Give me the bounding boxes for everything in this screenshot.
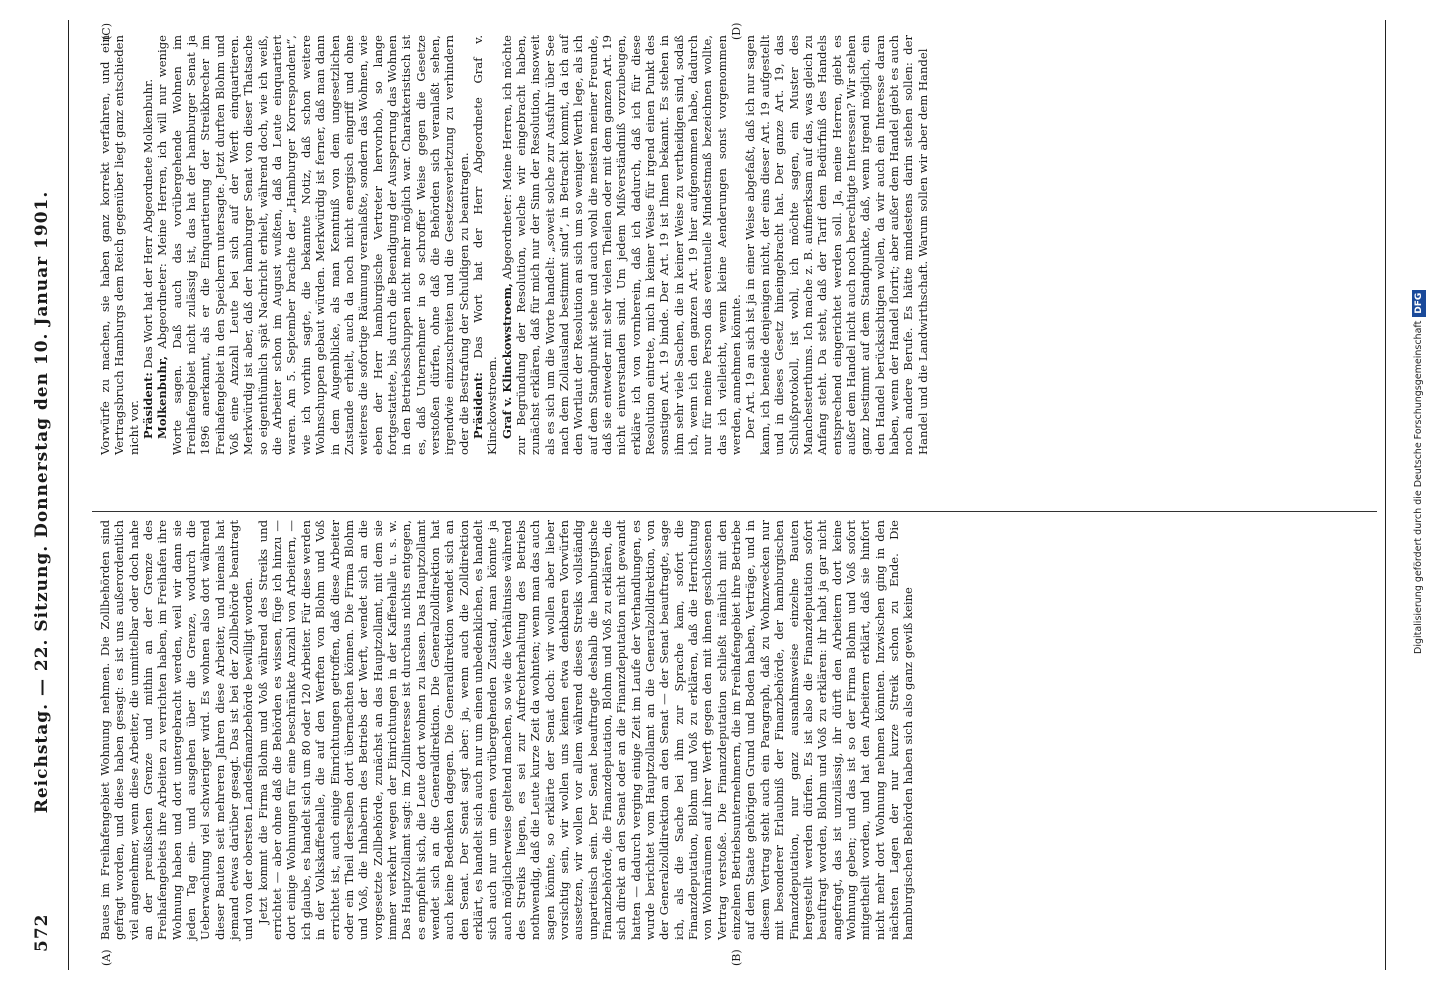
- paragraph: [471, 35, 500, 455]
- margin-mark-a: (A): [100, 949, 113, 966]
- left-column: [98, 520, 916, 940]
- speaker-label: Molkenbuhr,: [155, 355, 170, 439]
- paragraph: [500, 35, 744, 455]
- paragraph: [743, 35, 929, 455]
- speaker-label: Präsident:: [141, 372, 156, 439]
- speaker-label: Graf v. Klinckowstroem,: [499, 283, 514, 439]
- header-rule: [68, 20, 69, 970]
- margin-mark-d: (D): [730, 22, 743, 40]
- digitization-stamp: [1410, 14, 1428, 654]
- right-column: [98, 35, 930, 455]
- dfg-logo: DFG: [1412, 290, 1426, 317]
- paragraph: [141, 35, 155, 455]
- running-title: Reichstag. — 22. Sitzung. Donnerstag den 10. Januar 1901.: [32, 190, 52, 814]
- footer-rule: [1385, 20, 1386, 970]
- margin-mark-c: (C): [100, 23, 113, 40]
- paragraph: [155, 35, 471, 455]
- speaker-label: Präsident:: [470, 372, 485, 439]
- paragraph: Jetzt kommt die Firma Blohm und Voß während des Streiks und errichtet — aber ohne daß die Behörden es wissen, füge ich hinzu — dort einige Wohnungen für eine beschränkte Anzahl von Arbeitern, — ich glaube, es handelt sich um 80 oder 120 Arbeiter. Für diese werden in der Volkskaffeehalle, die auf den Werften von Blohm und Voß errichtet ist, auch einige Einrichtungen getroffen, daß diese Arbeiter oder ein Theil derselben dort übernachten können. Die Firma Blohm und Voß, die Inhaberin des Betriebs der Werft, wendet sich an die vorgesetzte Zollbehörde, zunächst an das Hauptzollamt, mit dem sie immer verkehrt wegen der Einrichtungen in der Kaffeehalle u. s. w. Das Hauptzollamt sagt: im Zollinteresse ist durchaus nichts entgegen, es empfiehlt sich, die Leute dort wohnen zu lassen. Das Hauptzollamt wendet sich an die Generaldirektion. Die Generalzolldirektion hat auch keine Bedenken dagegen. Die Generaldirektion wendet sich an den Senat. Der Senat sagt aber: ja, wenn auch die Zolldirektion erklärt, es handelt sich auch nur um einen unbedenklichen, es handelt sich auch nur um einen vorübergehenden Zustand, man könnte ja auch möglicherweise geltend machen, so wie die Verhältnisse während des Streiks liegen, es sei zur Aufrechterhaltung des Betriebs nothwendig, daß die Leute kurze Zeit da wohnten; wenn man das auch sagen könnte, so erklärte der Senat doch: wir wollen aber lieber vorsichtig sein, wir wollen uns keinen etwa denkbaren Vorwürfen aussetzen, wir wollen vor allem während dieses Streiks vollständig unparteiisch sein. Der Senat beauftragte deshalb die hamburgische Finanzbehörde, die Finanzdeputation, Blohm und Voß zu erklären, die sich direkt an den Senat oder an die Finanzdeputation nicht gewandt hatten — dadurch verging einige Zeit im Laufe der Verhandlungen, es wurde berichtet vom Hauptzollamt an die Generalzolldirektion, von der Generalzolldirektion an den Senat — der Senat beauftragte, sage ich, als die Sache bei ihm zur Sprache kam, sofort die Finanzdeputation, Blohm und Voß zu erklären, daß die Herrichtung von Wohnräumen auf ihrer Werft gegen den mit ihnen geschlossenen Vertrag verstoße. Die Finanzdeputation schließt nämlich mit den einzelnen Betriebsunternehmern, die im Freihafengebiet ihre Betriebe auf dem Staate gehörigen Grund und Boden haben, Verträge, und in diesem Vertrag steht auch ein Paragraph, daß zu Wohnzwecken nur mit besonderer Erlaubniß der Finanzbehörde, der hamburgischen Finanzdeputation, nur ganz ausnahmsweise einzelne Bauten hergestellt werden dürfen. Es ist also die Finanzdeputation sofort beauftragt worden, Blohm und Voß zu erklären: ihr habt ja gar nicht angefragt, das ist unzulässig, ihr dürft den Arbeitern dort keine Wohnung geben; und das ist so der Firma Blohm und Voß sofort mitgetheilt worden, und hat den Arbeitern erklärt, daß sie hinfort nicht mehr dort Wohnung nehmen könnten. Inzwischen ging in den nächsten Lagen der nur kurze Streik schon zu Ende. Die hamburgischen Behörden haben sich also ganz gewiß keine: [255, 520, 916, 940]
- paragraph: Baues im Freihafengebiet Wohnung nehmen. Die Zollbehörden sind gefragt worden, und diese haben gesagt: es ist uns außerordentlich viel angenehmer, wenn diese Arbeiter, die unmittelbar oder doch nahe an der preußischen Grenze und mithin an der Grenze des Freihafengebiets ihre Arbeiten zu verrichten haben, im Freihafen ihre Wohnung haben und dort untergebracht werden, weil wir dann sie jeden Tag ein- und ausgehen über die Grenze, wodurch die Ueberwachung viel schwieriger wird. Es wohnen also dort während dieser Bauten seit mehreren Jahren diese Arbeiter, und niemals hat jemand etwas darüber gesagt. Das ist bei der Zollbehörde beantragt und von der obersten Landesfinanzbehörde bewilligt worden.: [98, 520, 256, 940]
- running-header: [28, 52, 62, 952]
- paragraph-text: Abgeordneter: Meine Herren, ich will nur wenige Worte sagen. Daß auch das vorübergehende Wohnen im Freihafengebiet nicht zulässig ist, das hat der hamburger Senat ja 1896 anerkannt, als er die Einquartierung der Streikbrecher im Freihafengebiet in den Speichern untersagte. Jetzt durften Blohm und Voß eine Anzahl Leute bei sich auf der Werft einquartieren. Merkwürdig ist aber, daß der hamburger Senat von dieser Thatsache so eigenthümlich spät Nachricht erhielt, während doch, wie ich weiß, die Arbeiter schon im August wußten, daß da Leute einquartiert waren. Am 5. September brachte der „Hamburger Korrespondent“, wie ich vorhin sagte, die bekannte Notiz, daß schon weitere Wohnschuppen gebaut würden. Merkwürdig ist ferner, daß man dann in dem Augenblicke, als man Kenntniß von dem ungesetzlichen Zustande erhielt, auch da noch nicht energisch eingriff und ohne weiteres die sofortige Räumung veranlaßte, sondern das Wohnen, wie eben der Herr hamburgische Vertreter hervorhob, so lange fortgestattete, bis durch die Beendigung der Aussperrung das Wohnen in den Betriebsschuppen nicht mehr möglich war. Charakteristisch ist es, daß Unternehmer in so schroffer Weise gegen die Gesetze verstoßen dürfen, ohne daß die Behörden sich veranlaßt sehen, irgendwie einzuschreiten und die Gesetzesverletzung zu verhindern oder die Bestrafung der Schuldigen zu beantragen.: [155, 34, 471, 455]
- paragraph-text: Vorwürfe zu machen, sie haben ganz korrekt verfahren, und ein Vertragsbruch Hamburgs dem Reich gegenüber liegt ganz entschieden nicht vor.: [98, 35, 141, 455]
- stamp-text: Digitalisierung gefördert durch die Deutsche Forschungsgemeinschaft: [1413, 320, 1424, 654]
- paragraph-text: Das Wort hat der Herr Abgeordnete Graf v. Klinckowstroem.: [470, 34, 500, 455]
- column-divider: [92, 511, 1377, 512]
- page-number: 572: [32, 913, 52, 952]
- paragraph-text: Das Wort hat der Herr Abgeordnete Molkenbuhr.: [141, 78, 156, 369]
- paragraph-text: Der Art. 19 an sich ist ja in einer Weise abgefaßt, daß ich nur sagen kann, ich beneide denjenigen nicht, der eins dieser Art. 19 aufgestellt und in dieses Gesetz hineingebracht hat. Der ganze Art. 19, das Schlußprotokoll, ist wohl, ich möchte sagen, ein Muster des Manchesterthums. Ich mache z. B. aufmerksam auf das, was gleich zu Anfang steht. Da steht, daß der Tarif dem Bedürfniß des Handels entsprechend eingerichtet werden soll. Ja, meine Herren, giebt es außer dem Handel nicht auch noch berechtigte Interessen? Wir stehen ganz bestimmt auf dem Standpunkte, daß, wenn irgend möglich, ein den Handel berücksichtigen wollen, da wir auch ein Interesse daran haben, wenn der Handel florirt; aber außer dem Handel giebt es auch noch andere Berufe. Es hätte mindestens darin stehen sollen: der Handel und die Landwirthschaft. Warum sollen wir aber dem Handel: [743, 35, 930, 455]
- margin-mark-b: (B): [730, 949, 743, 966]
- paragraph: [98, 35, 141, 455]
- paragraph-text: Abgeordneter: Meine Herren, ich möchte zur Begründung der Resolution, welche wir eingebracht haben, zunächst erklären, daß für mich nur der Sinn der Resolution, insoweit als es sich um die Worte handelt: „soweit solche zur Ausfuhr über See nach dem Zollausland bestimmt sind“, in Betracht kommt, da ich auf den Wortlaut der Resolution an sich um so weniger Werth lege, als ich auf dem Standpunkt stehe und auch wohl die meisten meiner Freunde, daß sie entweder mit sehr vielen Theilen oder mit dem ganzen Art. 19 nicht einverstanden sind. Um jedem Mißverständniß vorzubeugen, erkläre ich von vornherein, daß ich dadurch, daß ich für diese Resolution eintrete, mich in keiner Weise für irgend einen Punkt des sonstigen Art. 19 binde. Der Art. 19 ist Ihnen bekannt. Es stehen in ihm sehr viele Sachen, die in keiner Weise zu vertheidigen sind, sodaß ich, wenn ich den ganzen Art. 19 hier aufgenommen habe, dadurch nur für meine Person das eventuelle Mindestmaß bezeichnen wollte, das ich vielleicht, wenn kleine Aenderungen sonst vorgenommen werden, annehmen könnte.: [499, 35, 744, 455]
